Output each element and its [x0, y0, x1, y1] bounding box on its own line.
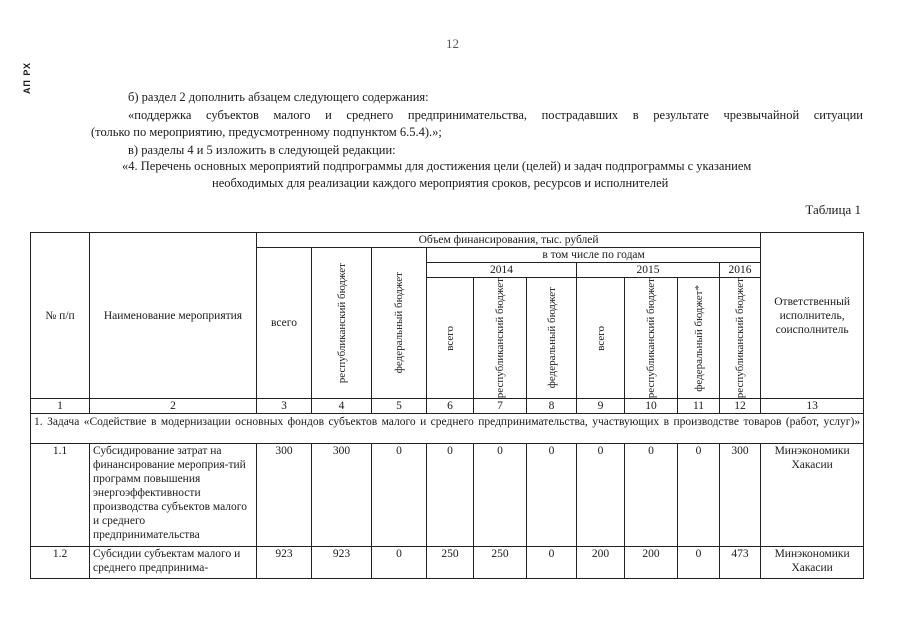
row-value: 200 [625, 547, 678, 579]
col-number: 5 [372, 399, 427, 414]
header-2015-federal: федеральный бюджет* [692, 284, 705, 392]
row-responsible: Минэкономики Хакасии [761, 444, 864, 547]
header-total: всего [257, 248, 312, 399]
row-value: 923 [257, 547, 312, 579]
header-by-years: в том числе по годам [427, 248, 761, 263]
header-federal: федеральный бюджет [393, 272, 405, 374]
row-value: 300 [257, 444, 312, 547]
row-value: 250 [474, 547, 527, 579]
row-value: 0 [372, 444, 427, 547]
col-number: 3 [257, 399, 312, 414]
col-number: 9 [577, 399, 625, 414]
header-2014-federal: федеральный бюджет [545, 287, 558, 389]
side-mark: АП РХ [22, 62, 32, 95]
row-responsible: Минэкономики Хакасии [761, 547, 864, 579]
col-number: 8 [527, 399, 577, 414]
table-row [31, 547, 864, 579]
header-num: № п/п [31, 233, 90, 399]
row-value: 0 [527, 547, 577, 579]
row-value: 0 [427, 444, 474, 547]
body-line-6: необходимых для реализации каждого мероприятия сроков, ресурсов и исполнителей [212, 176, 669, 190]
row-value: 300 [720, 444, 761, 547]
row-value: 923 [312, 547, 372, 579]
header-year-2016: 2016 [720, 263, 761, 278]
task-1-heading: 1. Задача «Содействие в модернизации основных фондов субъектов малого и среднего предпринимательства, участвующих в производстве товаров (работ, услуг)» [31, 414, 864, 444]
row-num: 1.1 [31, 444, 90, 547]
body-line-3: (только по мероприятию, предусмотренному подпунктом 6.5.4).»; [91, 125, 442, 139]
col-number: 6 [427, 399, 474, 414]
header-2015-total: всего [594, 325, 607, 351]
col-number: 7 [474, 399, 527, 414]
header-2015-republican: республиканский бюджет [645, 278, 657, 399]
row-value: 0 [577, 444, 625, 547]
header-2014-republican: республиканский бюджет [494, 278, 506, 399]
row-value: 0 [678, 444, 720, 547]
row-num: 1.2 [31, 547, 90, 579]
row-value: 0 [527, 444, 577, 547]
row-value: 200 [577, 547, 625, 579]
measures-table [30, 232, 864, 579]
body-line-1: б) раздел 2 дополнить абзацем следующего содержания: [128, 90, 429, 104]
col-number: 13 [761, 399, 864, 414]
row-value: 0 [625, 444, 678, 547]
row-value: 0 [474, 444, 527, 547]
body-line-4: в) разделы 4 и 5 изложить в следующей редакции: [128, 143, 396, 157]
table-row [31, 444, 864, 547]
body-line-5: «4. Перечень основных мероприятий подпрограммы для достижения цели (целей) и задач подпрограммы с указанием [122, 159, 752, 173]
header-responsible: Ответственный исполнитель, соисполнитель [761, 233, 864, 399]
col-number: 10 [625, 399, 678, 414]
header-2014-total: всего [444, 325, 456, 351]
row-value: 473 [720, 547, 761, 579]
header-republican: республиканский бюджет [335, 263, 348, 384]
header-year-2015: 2015 [577, 263, 720, 278]
column-numbers-row [31, 399, 864, 414]
col-number: 11 [678, 399, 720, 414]
header-2016-republican: республиканский бюджет [734, 278, 747, 399]
row-value: 250 [427, 547, 474, 579]
col-number: 1 [31, 399, 90, 414]
body-line-2: «поддержка субъектов малого и среднего предпринимательства, пострадавших в результате чрезвычайной ситуации [128, 108, 863, 122]
header-year-2014: 2014 [427, 263, 577, 278]
row-value: 0 [372, 547, 427, 579]
row-value: 300 [312, 444, 372, 547]
row-value: 0 [678, 547, 720, 579]
header-name: Наименование мероприятия [90, 233, 257, 399]
col-number: 12 [720, 399, 761, 414]
col-number: 2 [90, 399, 257, 414]
row-name: Субсидии субъектам малого и среднего предпринима- [90, 547, 257, 579]
header-funding: Объем финансирования, тыс. рублей [257, 233, 761, 248]
table-label: Таблица 1 [805, 202, 861, 217]
row-name: Субсидирование затрат на финансирование мероприя-тий программ повышения энергоэффективности производства субъектов малого и среднего предпринимательства [90, 444, 257, 547]
page-number: 12 [446, 36, 459, 51]
col-number: 4 [312, 399, 372, 414]
